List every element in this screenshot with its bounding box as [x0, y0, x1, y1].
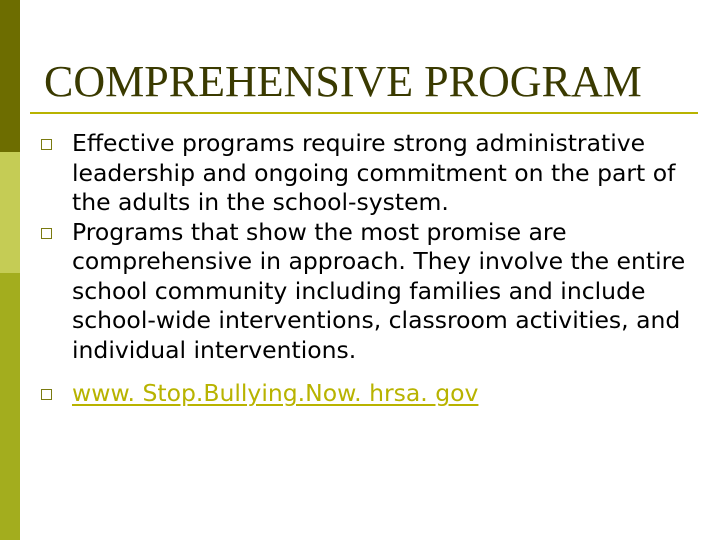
square-bullet-icon: [41, 389, 52, 400]
square-bullet-icon: [41, 139, 52, 150]
bullet-text: Programs that show the most promise are comprehensive in approach. They involve the entire school community including families and include school-wide interventions, classroom activities, and individual interventions.: [72, 217, 686, 364]
title-underline-rule: [30, 112, 698, 114]
accent-bar-middle: [0, 152, 20, 273]
square-bullet-icon: [41, 228, 52, 239]
accent-bar-top: [0, 0, 20, 152]
bullet-item: [40, 129, 708, 218]
bullet-item: [40, 218, 708, 366]
accent-bar-bottom: [0, 273, 20, 540]
website-link[interactable]: www. Stop.Bullying.Now. hrsa. gov: [72, 379, 479, 407]
slide-title: COMPREHENSIVE PROGRAM: [44, 57, 642, 106]
bullet-item-link: [40, 379, 708, 409]
bullet-list: [40, 129, 708, 409]
bullet-text: Effective programs require strong administrative leadership and ongoing commitment on the part of the adults in the school-system.: [72, 129, 676, 216]
